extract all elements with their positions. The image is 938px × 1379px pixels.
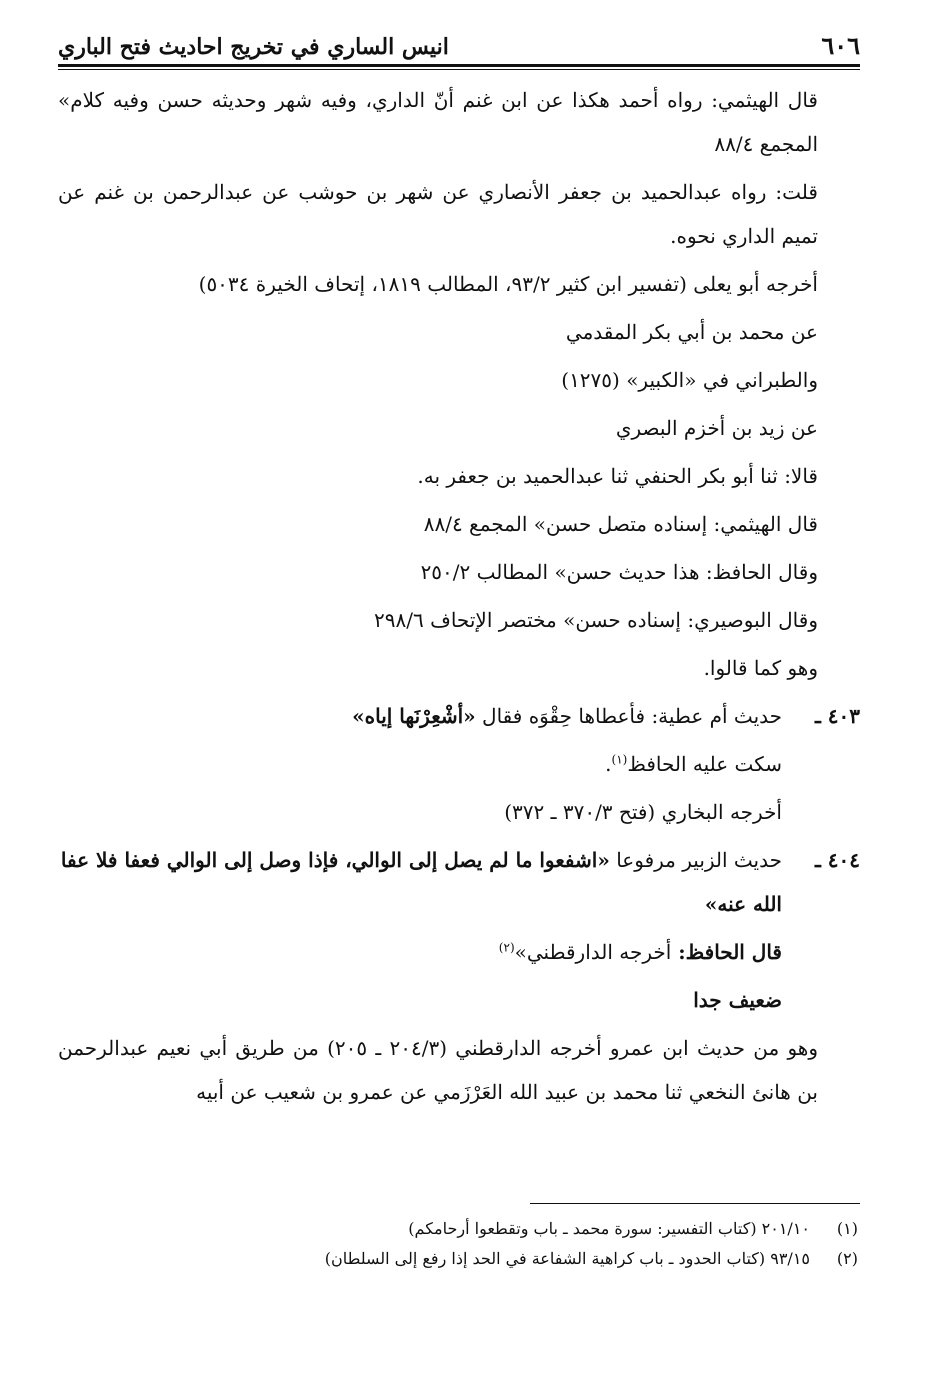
paragraph-haythami-quote: قال الهيثمي: رواه أحمد هكذا عن ابن غنم أنّ الداري، وفيه شهر وحديثه حسن وفيه كلام» المجمع ٨٨/٤ [58, 88, 818, 156]
paragraph-qultu: قلت: رواه عبدالحميد بن جعفر الأنصاري عن شهر بن حوشب عن عبدالرحمن بن غنم عن تميم الداري نحوه. [58, 180, 818, 248]
hadith-entry-404 [58, 838, 860, 1022]
main-text [58, 78, 860, 1114]
footnote-text: ٢٠١/١٠ (كتاب التفسير: سورة محمد ـ باب وتقطعوا أرحامكم) [408, 1219, 810, 1238]
footnote-ref: (١) [611, 752, 628, 767]
footnote-rule [530, 1203, 860, 1204]
footnote-text: ٩٣/١٥ (كتاب الحدود ـ باب كراهية الشفاعة في الحد إذا رفع إلى السلطان) [324, 1249, 810, 1268]
paragraph-abu-yala: أخرجه أبو يعلى (تفسير ابن كثير ٩٣/٢، المطالب ١٨١٩، إتحاف الخيرة ٥٠٣٤) [198, 272, 818, 296]
entry-note [58, 742, 782, 786]
paragraph-haythami-isnad: قال الهيثمي: إسناده متصل حسن» المجمع ٨٨/٤ [423, 512, 818, 536]
paragraph-zayd: عن زيد بن أخزم البصري [615, 416, 818, 440]
book-title: انيس الساري في تخريج احاديث فتح الباري [58, 34, 449, 60]
paragraph-qala: قالا: ثنا أبو بكر الحنفي ثنا عبدالحميد بن جعفر به. [417, 464, 818, 488]
paragraph-closing: وهو من حديث ابن عمرو أخرجه الدارقطني (٢٠٤/٣ ـ ٢٠٥) من طريق أبي نعيم عبدالرحمن بن هانئ النخعي ثنا محمد بن عبيد الله العَرْزَمي عن عمرو بن شعيب عن أبيه [58, 1036, 818, 1104]
entry-note [58, 930, 782, 974]
paragraph-kama-qalu: وهو كما قالوا. [703, 656, 818, 680]
entry-heading [58, 694, 782, 738]
footnotes [58, 1214, 858, 1274]
entry-hadith-bold: «اشفعوا ما لم يصل إلى الوالي، فإذا وصل إلى الوالي فعفا فلا عفا الله عنه» [60, 848, 782, 916]
paragraph-muqaddami: عن محمد بن أبي بكر المقدمي [565, 320, 818, 344]
entry-text: حديث أم عطية: فأعطاها حِقْوَه فقال [475, 704, 782, 728]
paragraph-hafiz: وقال الحافظ: هذا حديث حسن» المطالب ٢٥٠/٢ [420, 560, 818, 584]
entry-note-text: أخرجه الدارقطني» [514, 940, 672, 964]
running-header [58, 22, 860, 60]
entry-note-end: . [605, 752, 612, 776]
entry-note-text: سكت عليه الحافظ [627, 752, 782, 776]
entry-heading [58, 838, 782, 926]
footnote-mark: (١) [836, 1219, 858, 1238]
page-number: ٦٠٦ [821, 31, 860, 60]
entry-source: أخرجه البخاري (فتح ٣٧٠/٣ ـ ٣٧٢) [504, 800, 782, 824]
paragraph-tabarani: والطبراني في «الكبير» (١٢٧٥) [561, 368, 818, 392]
entry-text: حديث الزبير مرفوعا [609, 848, 782, 872]
entry-number: ٤٠٣ ـ [814, 704, 860, 728]
header-rule-thin [58, 69, 860, 70]
footnote-item [58, 1214, 858, 1244]
header-rule-thick [58, 64, 860, 67]
footnote-item [58, 1244, 858, 1274]
entry-number: ٤٠٤ ـ [814, 848, 860, 872]
hadith-entry-403 [58, 694, 860, 834]
footnote-ref: (٢) [498, 940, 515, 955]
entry-note-label: قال الحافظ: [671, 940, 782, 964]
entry-hadith-bold: «أشْعِرْنَها إياه» [352, 704, 476, 728]
footnote-mark: (٢) [836, 1249, 858, 1268]
paragraph-busiri: وقال البوصيري: إسناده حسن» مختصر الإتحاف ٢٩٨/٦ [374, 608, 818, 632]
entry-grading: ضعيف جدا [693, 988, 782, 1012]
